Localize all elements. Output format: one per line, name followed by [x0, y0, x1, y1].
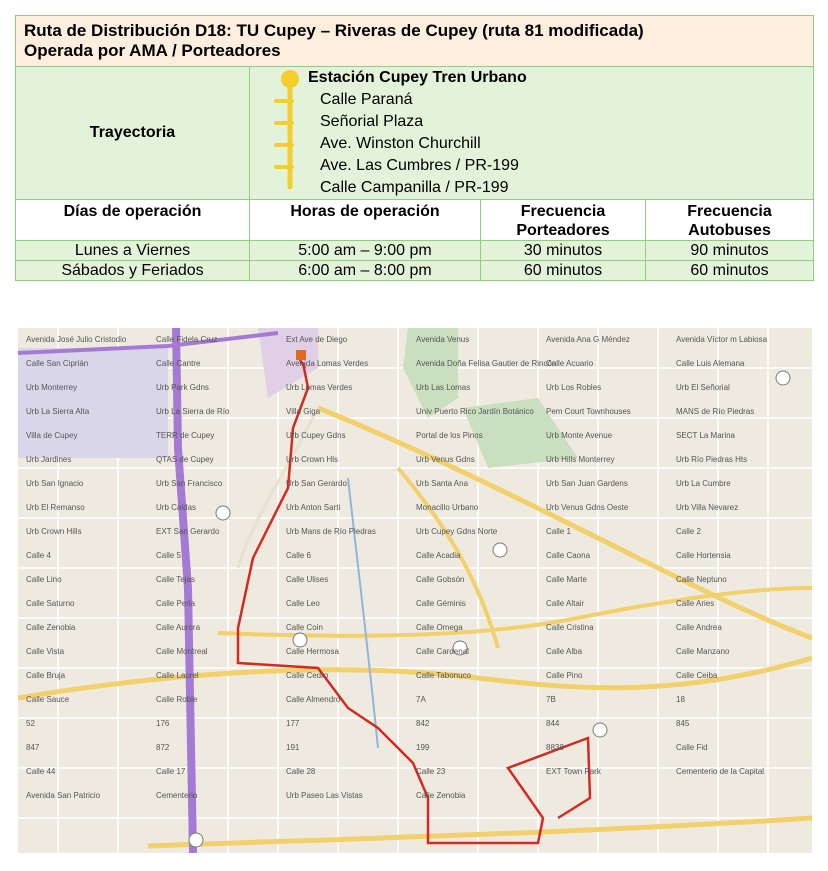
- trajectory-label: Trayectoria: [16, 67, 250, 200]
- table-row: [16, 261, 814, 281]
- map-label: 7A: [416, 695, 426, 704]
- table-row: [16, 241, 814, 261]
- map-label: 199: [416, 743, 430, 752]
- map-label: Avenida Venus: [416, 335, 470, 344]
- table-cell: 6:00 am – 8:00 pm: [250, 261, 481, 281]
- col-header-autobuses: Frecuencia Autobuses: [646, 200, 814, 241]
- map-label: Calle Perla: [156, 599, 196, 608]
- map-label: Villa Giga: [286, 407, 321, 416]
- map-label: MANS de Río Piedras: [676, 407, 755, 416]
- map-label: Calle Gobsón: [416, 575, 465, 584]
- map-label: Avenida Lomas Verdes: [286, 359, 369, 368]
- map-label: Calle Luis Alemana: [676, 359, 745, 368]
- route-shield: [293, 633, 307, 647]
- map-label: Calle Ceiba: [676, 671, 718, 680]
- map-label: Calle 5: [156, 551, 181, 560]
- col-header-porteadores: Frecuencia Porteadores: [481, 200, 646, 241]
- map-label: Calle Sauce: [26, 695, 70, 704]
- map-label: Calle Acuario: [546, 359, 594, 368]
- map-label: Calle 23: [416, 767, 446, 776]
- route-shield: [776, 371, 790, 385]
- map-label: 847: [26, 743, 40, 752]
- route-operator: Operada por AMA / Porteadores: [24, 41, 281, 60]
- map-label: Calle Almendro: [286, 695, 341, 704]
- map-label: Ext Ave de Diego: [286, 335, 348, 344]
- map-label: Avenida Doña Felisa Gautier de Rincón: [416, 359, 557, 368]
- map-label: Urb San Gerardo: [286, 479, 347, 488]
- route-title: Ruta de Distribución D18: TU Cupey – Riveras de Cupey (ruta 81 modificada): [24, 21, 644, 40]
- map-label: Calle Omega: [416, 623, 463, 632]
- map-label: Calle Hortensia: [676, 551, 731, 560]
- stop-item: Señorial Plaza: [320, 113, 424, 130]
- map-label: 7B: [546, 695, 556, 704]
- route-info-table: [15, 15, 814, 281]
- map-label: Calle Fidela Cruz: [156, 335, 218, 344]
- map-label: Calle Andrea: [676, 623, 722, 632]
- table-cell: 30 minutos: [481, 241, 646, 261]
- map-label: Urb El Remanso: [26, 503, 85, 512]
- map-label: 191: [286, 743, 300, 752]
- map-label: Calle Bruja: [26, 671, 66, 680]
- map-label: Calle San Ciprián: [26, 359, 89, 368]
- map-label: Urb San Ignacio: [26, 479, 84, 488]
- map-label: Urb Río Piedras Hts: [676, 455, 748, 464]
- map-label: Calle 4: [26, 551, 51, 560]
- map-label: Calle Cedro: [286, 671, 329, 680]
- map-label: Urb La Cumbre: [676, 479, 731, 488]
- map-label: Calle Cantre: [156, 359, 201, 368]
- col-header-hours: Horas de operación: [250, 200, 481, 241]
- map-label: Calle Vista: [26, 647, 65, 656]
- map-label: Avenida San Patricio: [26, 791, 101, 800]
- map-label: Portal de los Pinos: [416, 431, 483, 440]
- route-shield: [593, 723, 607, 737]
- map-label: Calle Géminis: [416, 599, 466, 608]
- map-label: Urb Monterrey: [26, 383, 78, 392]
- map-label: Urb Venus Gdns Oeste: [546, 503, 629, 512]
- map-label: Urb Caldas: [156, 503, 197, 512]
- map-label: Univ Puerto Rico Jardín Botánico: [416, 407, 534, 416]
- map-label: Urb Paseo Las Vistas: [286, 791, 363, 800]
- map-label: Cementerio: [156, 791, 198, 800]
- map-label: Urb Mans de Río Piedras: [286, 527, 376, 536]
- map-label: Calle Tabonuco: [416, 671, 472, 680]
- map-label: Calle Manzano: [676, 647, 730, 656]
- map-label: Urb San Juan Gardens: [546, 479, 628, 488]
- route-shield: [189, 833, 203, 847]
- map-label: TERR de Cupey: [156, 431, 215, 440]
- map-label: Calle Laurel: [156, 671, 199, 680]
- map-label: EXT Town Park: [546, 767, 601, 776]
- map-label: Calle Cristina: [546, 623, 594, 632]
- map-label: Calle Aurora: [156, 623, 201, 632]
- map-label: Urb Park Gdns: [156, 383, 209, 392]
- stop-item: Ave. Winston Churchill: [320, 135, 481, 152]
- map-label: Pem Court Townhouses: [546, 407, 631, 416]
- stop-item: Calle Campanilla / PR-199: [320, 179, 509, 196]
- map-label: Calle 44: [26, 767, 56, 776]
- map-label: Urb Hills Monterrey: [546, 455, 615, 464]
- route-title-cell: [16, 16, 814, 67]
- map-label: 52: [26, 719, 35, 728]
- map-label: Urb El Señorial: [676, 383, 730, 392]
- map-label: 842: [416, 719, 430, 728]
- map-label: Calle Aries: [676, 599, 715, 608]
- map-label: Urb Jardines: [26, 455, 72, 464]
- map-label: Urb Las Lomas: [416, 383, 471, 392]
- map-label: Calle Pino: [546, 671, 583, 680]
- trajectory-cell: [250, 67, 814, 200]
- map-label: Urb Anton Sarti: [286, 503, 341, 512]
- map-label: Calle Leo: [286, 599, 320, 608]
- map-label: Calle Caona: [546, 551, 591, 560]
- map-label: Calle Lino: [26, 575, 62, 584]
- table-cell: 60 minutos: [481, 261, 646, 281]
- map-label: Urb Crown Hills: [26, 527, 82, 536]
- map-label: 176: [156, 719, 170, 728]
- map-label: Calle Fid: [676, 743, 708, 752]
- map-label: Urb Santa Ana: [416, 479, 469, 488]
- route-map[interactable]: [18, 328, 812, 853]
- map-label: Urb Crown Hls: [286, 455, 339, 464]
- map-label: Urb Monte Avenue: [546, 431, 613, 440]
- map-label: Calle 28: [286, 767, 316, 776]
- map-label: Urb Los Robles: [546, 383, 602, 392]
- map-label: Calle Acadia: [416, 551, 461, 560]
- map-label: Monacillo Urbano: [416, 503, 479, 512]
- stop-item: Ave. Las Cumbres / PR-199: [320, 157, 519, 174]
- col-header-days: Días de operación: [16, 200, 250, 241]
- table-cell: Sábados y Feriados: [16, 261, 250, 281]
- route-shield: [493, 543, 507, 557]
- map-label: Calle Roble: [156, 695, 198, 704]
- map-label: Avenida José Julio Cristodio: [26, 335, 127, 344]
- table-cell: 5:00 am – 9:00 pm: [250, 241, 481, 261]
- map-label: EXT San Gerardo: [156, 527, 220, 536]
- map-label: Villa de Cupey: [26, 431, 78, 440]
- route-shield: [216, 506, 230, 520]
- map-label: Calle Zenobia: [416, 791, 466, 800]
- map-label: Calle Altair: [546, 599, 585, 608]
- map-label: Cementerio de la Capital: [676, 767, 765, 776]
- map-label: Calle 17: [156, 767, 186, 776]
- map-label: Urb La Sierra de Río: [156, 407, 230, 416]
- map-label: Urb San Francisco: [156, 479, 223, 488]
- map-label: Calle Zenobia: [26, 623, 76, 632]
- map-label: Urb Lomas Verdes: [286, 383, 353, 392]
- table-cell: 90 minutos: [646, 241, 814, 261]
- table-cell: 60 minutos: [646, 261, 814, 281]
- map-label: Calle 1: [546, 527, 571, 536]
- map-label: Urb La Sierra Alta: [26, 407, 90, 416]
- map-label: SECT La Marina: [676, 431, 735, 440]
- map-label: 845: [676, 719, 690, 728]
- map-label: Calle Neptuno: [676, 575, 727, 584]
- map-label: 872: [156, 743, 170, 752]
- map-label: Calle 2: [676, 527, 701, 536]
- map-label: Calle Tejas: [156, 575, 195, 584]
- map-label: Calle Marte: [546, 575, 587, 584]
- map-label: Calle Cardenal: [416, 647, 469, 656]
- map-label: Calle 6: [286, 551, 311, 560]
- table-cell: Lunes a Viernes: [16, 241, 250, 261]
- stop-item: Estación Cupey Tren Urbano: [308, 69, 527, 86]
- map-label: 18: [676, 695, 685, 704]
- map-label: Calle Montreal: [156, 647, 208, 656]
- map-label: Calle Hermosa: [286, 647, 339, 656]
- map-label: Urb Cupey Gdns: [286, 431, 346, 440]
- map-label: QTAS de Cupey: [156, 455, 214, 464]
- map-label: 177: [286, 719, 300, 728]
- map-label: Calle Coin: [286, 623, 323, 632]
- stop-item: Calle Paraná: [320, 91, 413, 108]
- map-label: Urb Venus Gdns: [416, 455, 475, 464]
- map-label: Avenida Víctor m Labiosa: [676, 335, 768, 344]
- map-label: 844: [546, 719, 560, 728]
- map-label: 8838: [546, 743, 564, 752]
- map-label: Avenida Ana G Méndez: [546, 335, 630, 344]
- start-stop-marker: [281, 70, 299, 88]
- map-label: Urb Villa Nevarez: [676, 503, 739, 512]
- map-label: Calle Ulises: [286, 575, 329, 584]
- stops-list: [250, 67, 813, 199]
- map-label: Urb Cupey Gdns Norte: [416, 527, 498, 536]
- map-label: Calle Alba: [546, 647, 583, 656]
- map-label: Calle Saturno: [26, 599, 75, 608]
